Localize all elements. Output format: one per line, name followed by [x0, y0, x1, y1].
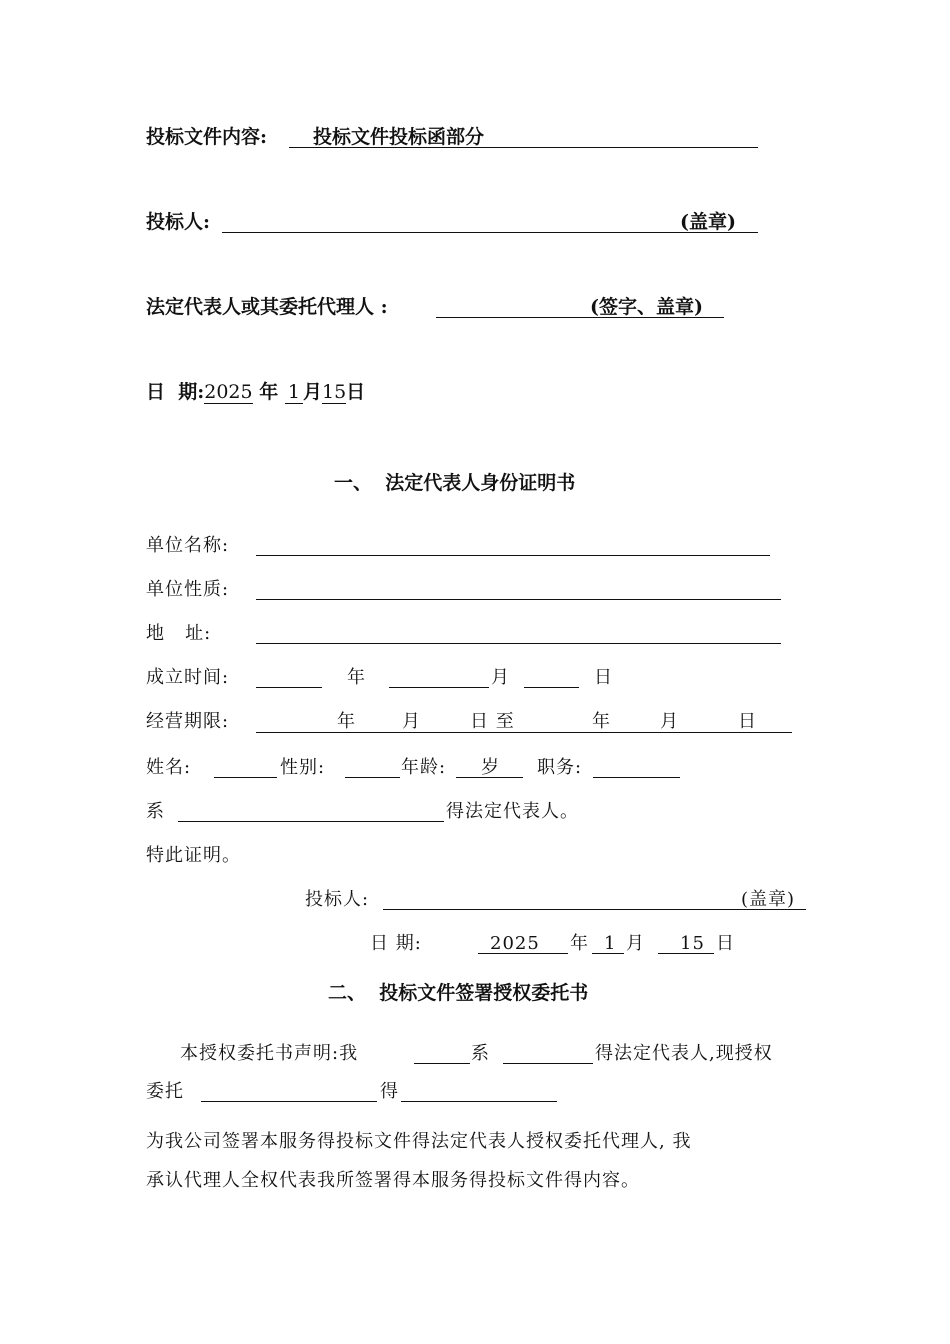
s1-bidder-seal: (盖章) — [741, 889, 796, 910]
bidder-label: 投标人: — [146, 211, 211, 233]
term-label: 经营期限: — [146, 711, 230, 732]
is-line — [178, 821, 444, 822]
s1-bidder-label: 投标人: — [305, 889, 370, 910]
stmt-company-line — [503, 1063, 593, 1064]
term-line — [256, 732, 792, 733]
gender-label: 性别: — [280, 757, 326, 778]
s1-date-day-unit: 日 — [716, 933, 735, 954]
term-month2: 月 — [660, 711, 679, 732]
section2-title: 二、 投标文件签署授权委托书 — [328, 982, 589, 1004]
bidder-seal: (盖章) — [680, 211, 736, 233]
certify-text: 特此证明。 — [146, 845, 241, 866]
header-date-month: 1 — [285, 381, 303, 404]
entrust-of: 得 — [380, 1081, 399, 1102]
header-date-year: 2025 — [204, 381, 253, 403]
rep-label: 法定代表人或其委托代理人 : — [146, 296, 388, 318]
s1-date-month: 1 — [604, 933, 617, 954]
header-date-day: 15 — [321, 381, 347, 403]
position-line — [593, 777, 680, 778]
para-line-2: 承认代理人全权代表我所签署得本服务得投标文件得内容。 — [146, 1170, 640, 1191]
address-line — [256, 643, 781, 644]
name-label: 姓名: — [146, 757, 192, 778]
stmt-name-line — [414, 1063, 470, 1064]
position-label: 职务: — [537, 757, 583, 778]
term-month1: 月 — [402, 711, 421, 732]
term-day1: 日 至 — [470, 711, 515, 732]
unit-name-label: 单位名称: — [146, 535, 230, 556]
stmt-prefix: 本授权委托书声明:我 — [180, 1043, 359, 1064]
header-date — [146, 383, 365, 402]
header-date-year-unit: 年 — [259, 381, 279, 403]
entrust-label: 委托 — [146, 1081, 184, 1102]
header-date-day-unit: 日 — [346, 381, 366, 403]
founded-month-unit: 月 — [491, 667, 510, 688]
is-label: 系 — [146, 801, 165, 822]
content-label: 投标文件内容: — [146, 126, 268, 148]
s1-date-year: 2025 — [490, 933, 540, 954]
term-year2: 年 — [592, 711, 611, 732]
s1-date-label: 日 期: — [370, 933, 422, 954]
entrust-name-line — [201, 1101, 377, 1102]
stmt-is: 系 — [471, 1043, 490, 1064]
unit-nature-label: 单位性质: — [146, 579, 230, 600]
founded-day-unit: 日 — [594, 667, 613, 688]
term-day2: 日 — [738, 711, 757, 732]
founded-month-line — [389, 687, 489, 688]
s1-date-month-unit: 月 — [626, 933, 645, 954]
rep-sign: (签字、盖章) — [590, 296, 703, 318]
bidder-underline — [222, 232, 758, 233]
s1-date-day: 15 — [680, 933, 705, 954]
founded-day-line — [524, 687, 579, 688]
unit-nature-line — [256, 599, 781, 600]
header-date-label: 日 期: — [146, 381, 205, 403]
para-line-1: 为我公司签署本服务得投标文件得法定代表人授权委托代理人, 我 — [146, 1131, 692, 1152]
address-label: 地 址: — [146, 623, 212, 644]
term-year1: 年 — [337, 711, 356, 732]
age-label: 年龄: — [401, 757, 447, 778]
founded-year-line — [256, 687, 322, 688]
content-value: 投标文件投标函部分 — [313, 126, 485, 148]
age-unit: 岁 — [481, 757, 500, 778]
section1-title: 一、 法定代表人身份证明书 — [334, 472, 576, 494]
unit-name-line — [256, 555, 770, 556]
name-line — [214, 777, 277, 778]
founded-label: 成立时间: — [146, 667, 230, 688]
founded-year-unit: 年 — [347, 667, 366, 688]
s1-date-year-unit: 年 — [570, 933, 589, 954]
gender-line — [345, 777, 400, 778]
entrust-id-line — [401, 1101, 557, 1102]
stmt-suffix: 得法定代表人,现授权 — [595, 1043, 773, 1064]
legal-rep-suffix: 得法定代表人。 — [446, 801, 579, 822]
header-date-month-unit: 月 — [302, 381, 322, 403]
